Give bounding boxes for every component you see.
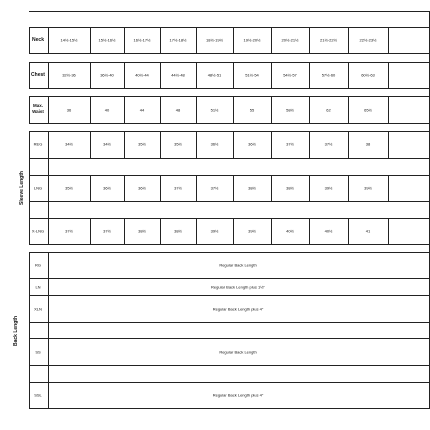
chest-cell: 44½-48 [171, 72, 185, 78]
sleeve-cell: 38½ [286, 185, 294, 191]
neck-cell: 19½-20½ [243, 37, 261, 43]
chest-cell: 51½-54 [245, 72, 259, 78]
sleeve-cell: 37½ [324, 141, 333, 147]
waist-cell: 51½ [210, 107, 219, 112]
waist-label: Max. Waist [32, 103, 44, 114]
waist-cell: 65½ [364, 107, 372, 112]
waist-cell: 58½ [286, 107, 294, 112]
sleeve-cell: 39½ [248, 228, 256, 234]
sleeve-cell: 39½ [364, 185, 372, 191]
waist-cell: 40 [104, 107, 110, 112]
sleeve-cell: 34½ [65, 141, 73, 147]
back-row-label: RG [35, 262, 41, 268]
sleeve-cell: 34½ [103, 141, 111, 147]
sleeve-row-label: X-LNG [31, 228, 45, 234]
sleeve-cell: 36½ [210, 141, 219, 147]
sleeve-cell: 39½ [210, 228, 219, 234]
chest-cell: 32½-36 [62, 72, 76, 78]
neck-cell: 21½-22½ [320, 37, 337, 43]
waist-cell: 55 [249, 107, 255, 112]
back-row-label: XLN [34, 306, 42, 312]
neck-label: Neck [32, 37, 44, 43]
neck-cell: 20½-21½ [281, 37, 299, 43]
sleeve-cell: 35½ [65, 185, 73, 191]
sleeve-cell: 38½ [138, 228, 146, 234]
chest-label: Chest [31, 72, 45, 78]
back-row-label: SS [35, 349, 41, 355]
sleeve-row-label: LNG [33, 185, 43, 191]
neck-cell: 15½-16½ [98, 37, 116, 43]
sleeve-row-label: REG [33, 141, 43, 147]
waist-cell: 44 [139, 107, 145, 112]
back-row-text: Regular Back Length plus 4" [212, 392, 264, 398]
neck-cell: 17½-18½ [169, 37, 187, 43]
waist-cell: 48 [175, 107, 181, 112]
waist-cell: 36 [66, 107, 72, 112]
back-row-text: Regular Back Length plus 1½" [211, 284, 265, 290]
chest-cell: 40½-44 [135, 72, 149, 78]
sleeve-cell: 41 [365, 228, 371, 234]
back-row-text: Regular Back Length plus 4" [212, 306, 264, 312]
sleeve-cell: 36½ [103, 185, 111, 191]
back-row-text: Regular Back Length [219, 262, 257, 268]
back-row-label: SSL [34, 392, 42, 398]
sleeve-cell: 37½ [103, 228, 111, 234]
sleeve-length-label: Sleeve Length [19, 171, 25, 205]
sleeve-cell: 35½ [138, 141, 146, 147]
waist-cell: 62 [326, 107, 331, 112]
back-row-label: LN [35, 284, 41, 290]
neck-cell: 22½-23½ [359, 37, 377, 43]
sleeve-cell: 36½ [138, 185, 146, 191]
sleeve-cell: 37½ [65, 228, 73, 234]
chest-cell: 48½-51 [207, 72, 222, 78]
back-length-label: Back Length [13, 315, 19, 347]
back-row-text: Regular Back Length [219, 349, 257, 355]
neck-cell: 16½-17½ [133, 37, 151, 43]
chest-cell: 36½-40 [100, 72, 114, 78]
chest-cell: 54½-57 [283, 72, 297, 78]
sleeve-cell: 40½ [324, 228, 333, 234]
neck-cell: 14½-15½ [60, 37, 78, 43]
sleeve-cell: 38½ [174, 228, 182, 234]
sleeve-cell: 38 [365, 141, 371, 147]
sleeve-cell: 38½ [248, 185, 256, 191]
sleeve-cell: 37½ [210, 185, 219, 191]
chest-cell: 57½-60 [321, 72, 336, 78]
sleeve-cell: 39½ [324, 185, 333, 191]
sleeve-cell: 35½ [174, 141, 182, 147]
chest-cell: 60½-63 [361, 72, 375, 78]
sleeve-cell: 40½ [286, 228, 294, 234]
sleeve-cell: 37½ [286, 141, 294, 147]
sleeve-cell: 36½ [248, 141, 256, 147]
sleeve-cell: 37½ [174, 185, 182, 191]
neck-cell: 18½-19½ [206, 37, 223, 43]
